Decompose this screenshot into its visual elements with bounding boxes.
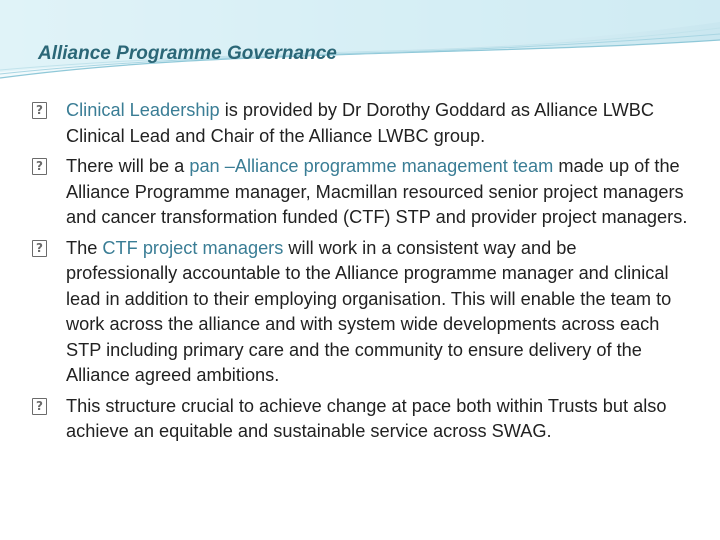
bullet-placeholder-icon: ?	[32, 158, 47, 175]
bullet-item	[32, 154, 692, 231]
bullet-item	[32, 236, 692, 389]
highlighted-phrase: Clinical Leadership	[66, 100, 220, 120]
bullet-text: will work in a consistent way and be professionally accountable to the Alliance programme manager and clinical lead in addition to their employing organisation. This will enable the team to work across the alliance and with system wide developments across each STP including primary care and the community to ensure delivery of the Alliance agreed ambitions.	[66, 237, 672, 385]
bullet-item	[32, 98, 692, 149]
bullet-text: This structure crucial to achieve change at pace both within Trusts but also achieve an equitable and sustainable service across SWAG.	[66, 395, 667, 441]
bullet-placeholder-icon: ?	[32, 102, 47, 119]
bullet-item	[32, 394, 692, 445]
bullet-text: The	[66, 237, 103, 258]
bullet-text: There will be a	[66, 156, 190, 176]
bullet-text: is provided by Dr Dorothy Goddard as Alliance LWBC Clinical Lead and Chair of the Alliance LWBC group.	[66, 100, 655, 146]
highlighted-phrase: pan –Alliance programme management team	[189, 156, 554, 176]
bullet-placeholder-icon: ?	[32, 240, 47, 257]
slide-title: Alliance Programme Governance	[38, 43, 337, 64]
bullet-placeholder-icon: ?	[32, 398, 47, 415]
bullet-text: made up of the Alliance Programme manager, Macmillan resourced senior project managers and cancer transformation funded (CTF) STP and provider project managers.	[66, 156, 688, 227]
highlighted-phrase: CTF project managers	[102, 237, 284, 258]
bullet-list	[32, 98, 692, 450]
